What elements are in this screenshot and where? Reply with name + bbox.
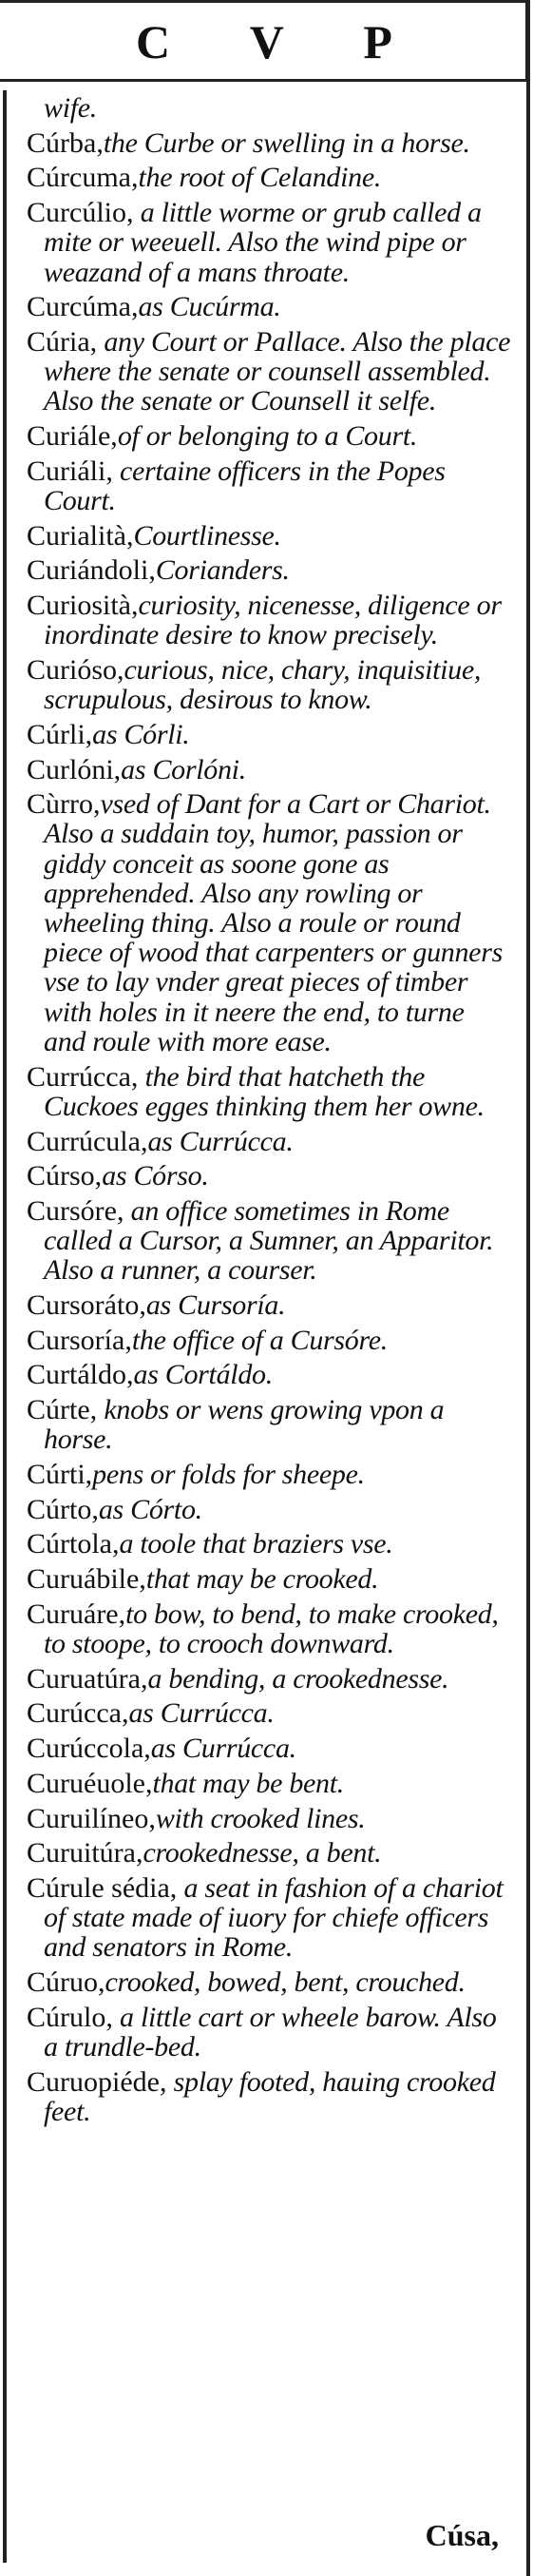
entry-headword: Cúrcuma, <box>27 162 139 194</box>
entry-definition: as Córto. <box>98 1493 202 1525</box>
dictionary-entry <box>27 521 511 551</box>
entry-list <box>27 93 511 2132</box>
dictionary-entry <box>27 720 511 749</box>
entry-headword: Curtáldo, <box>27 1359 134 1391</box>
entry-definition: as Cortáldo. <box>133 1359 273 1391</box>
entry-definition: curious, nice, chary, inquisitiue, scrupulous, desirous to know. <box>44 653 482 716</box>
dictionary-entry <box>27 1804 511 1833</box>
entry-headword: Currúcula, <box>27 1125 148 1157</box>
entry-headword: Curuatúra, <box>27 1662 148 1695</box>
entry-headword: Cursóre, <box>27 1194 124 1227</box>
entry-definition: as Cucúrma. <box>138 291 281 323</box>
entry-headword: Curiáli, <box>27 455 113 487</box>
entry-headword: Cúruo, <box>27 1966 105 1999</box>
entry-definition: as Cursoría. <box>145 1289 286 1322</box>
entry-definition: wife. <box>44 92 97 124</box>
entry-definition: curiosity, nicenesse, diligence or inordinate desire to know precisely. <box>44 590 502 651</box>
dictionary-entry <box>27 1838 511 1868</box>
entry-definition: that may be crooked. <box>145 1563 379 1596</box>
entry-headword: Cúrti, <box>27 1459 93 1491</box>
page-title: C V P <box>136 15 427 68</box>
dictionary-entry <box>27 128 511 158</box>
dictionary-entry <box>27 1564 511 1594</box>
dictionary-entry <box>27 755 511 784</box>
entry-headword: Curcúlio, <box>27 197 134 229</box>
entry-headword: Cúrli, <box>27 718 93 750</box>
entry-definition: Corianders. <box>155 554 290 587</box>
entry-definition: as Córli. <box>92 718 190 750</box>
entry-definition: a seat in fashion of a chariot of state made of iuory for chiefe officers and senators in Rome. <box>44 1871 504 1964</box>
entry-definition: as Corlóni. <box>121 753 246 785</box>
dictionary-entry <box>27 1196 511 1286</box>
entry-definition: knobs or wens growing vpon a horse. <box>44 1394 445 1456</box>
dictionary-entry <box>27 421 511 451</box>
entry-definition: that may be bent. <box>152 1767 344 1799</box>
entry-definition: an office sometimes in Rome called a Cursor, a Sumner, an Apparitor. Also a runner, a courser. <box>44 1194 494 1287</box>
entry-headword: Currúcca, <box>27 1060 139 1093</box>
entry-headword: Curuábile, <box>27 1563 146 1596</box>
entry-definition: vsed of Dant for a Cart or Chariot. Also a suddain toy, humor, passion or giddy conceit as soone gone as apprehended. Also any rowling or wheeling thing. Also a roule or round piece of wood that carpenters or gunners vse to lay vnder great pieces of timber with holes in it neere the end, to turne and roule with more ease. <box>44 788 503 1057</box>
entry-definition: crookednesse, a bent. <box>143 1837 382 1869</box>
dictionary-entry <box>27 1873 511 1963</box>
dictionary-entry <box>27 1769 511 1798</box>
entry-definition: as Currúcca. <box>128 1697 275 1730</box>
entry-definition: the Curbe or swelling in a horse. <box>103 126 470 159</box>
entry-headword: Cúrso, <box>27 1160 103 1192</box>
left-rule <box>3 90 7 2563</box>
entry-headword: Cúrto, <box>27 1493 99 1525</box>
dictionary-entry <box>27 2003 511 2062</box>
entry-headword: Curióso, <box>27 653 124 686</box>
entry-headword: Curiándoli, <box>27 554 156 587</box>
entry-definition: splay footed, hauing crooked feet. <box>44 2065 496 2127</box>
dictionary-entry <box>27 1161 511 1191</box>
entry-headword: Cùrro, <box>27 788 101 821</box>
dictionary-entry <box>27 1062 511 1121</box>
entry-definition: certaine officers in the Popes Court. <box>44 455 446 516</box>
entry-definition: Courtlinesse. <box>133 519 281 552</box>
entry-headword: Cursoría, <box>27 1324 132 1356</box>
page-header <box>0 0 528 82</box>
entry-headword: Curialità, <box>27 519 134 552</box>
dictionary-entry <box>27 1529 511 1559</box>
entry-headword: Curuilíneo, <box>27 1802 156 1834</box>
entry-headword: Curuéuole, <box>27 1767 153 1799</box>
dictionary-entry <box>27 1698 511 1728</box>
dictionary-entry <box>27 93 511 123</box>
entry-headword: Cúrule sédia, <box>27 1871 178 1904</box>
dictionary-entry <box>27 789 511 1056</box>
dictionary-entry <box>27 1733 511 1763</box>
entry-definition: as Currúcca. <box>147 1125 294 1157</box>
catchword: Cúsa, <box>425 2518 499 2552</box>
dictionary-entry <box>27 198 511 287</box>
entry-headword: Curcúma, <box>27 291 139 323</box>
dictionary-entry <box>27 1599 511 1658</box>
entry-definition: the office of a Cursóre. <box>131 1324 388 1356</box>
entry-headword: Curiosità, <box>27 590 139 622</box>
entry-definition: the root of Celandine. <box>138 162 382 194</box>
entry-definition: as Currúcca. <box>150 1733 296 1765</box>
entry-definition: with crooked lines. <box>155 1802 366 1834</box>
dictionary-entry <box>27 1127 511 1156</box>
entry-headword: Cursoráto, <box>27 1289 146 1322</box>
dictionary-entry <box>27 1967 511 1997</box>
dictionary-entry <box>27 1664 511 1694</box>
dictionary-entry <box>27 456 511 515</box>
dictionary-entry <box>27 1290 511 1320</box>
dictionary-entry <box>27 1360 511 1389</box>
entry-headword: Curuopiéde, <box>27 2065 167 2098</box>
entry-headword: Cúrulo, <box>27 2001 113 2033</box>
dictionary-entry <box>27 591 511 649</box>
entry-headword: Curuitúra, <box>27 1837 143 1869</box>
dictionary-entry <box>27 163 511 192</box>
entry-definition: of or belonging to a Court. <box>117 420 418 453</box>
entry-definition: as Córso. <box>102 1160 209 1192</box>
dictionary-entry <box>27 1395 511 1454</box>
dictionary-entry <box>27 1460 511 1489</box>
dictionary-entry <box>27 1495 511 1524</box>
entry-definition: a bending, a crookednesse. <box>147 1662 449 1695</box>
entry-definition: any Court or Pallace. Also the place where the senate or counsell assembled. Also the senate or Counsell it selfe. <box>44 325 511 417</box>
entry-headword: Cúrba, <box>27 126 104 159</box>
entry-headword: Curuáre, <box>27 1598 126 1630</box>
dictionary-entry <box>27 292 511 321</box>
dictionary-entry <box>27 1326 511 1355</box>
dictionary-entry <box>27 327 511 416</box>
dictionary-entry <box>27 655 511 714</box>
entry-definition: a little worme or grub called a mite or weeuell. Also the wind pipe or weazand of a mans throate. <box>44 197 482 288</box>
entry-headword: Curiále, <box>27 420 118 453</box>
entry-headword: Curúcca, <box>27 1697 129 1730</box>
entry-headword: Curúccola, <box>27 1733 151 1765</box>
dictionary-entry <box>27 2067 511 2126</box>
entry-headword: Cúrte, <box>27 1394 98 1426</box>
entry-headword: Cúria, <box>27 325 98 358</box>
entry-definition: to bow, to bend, to make crooked, to stoope, to crooch downward. <box>44 1598 499 1660</box>
entry-definition: pens or folds for sheepe. <box>92 1459 365 1491</box>
entry-definition: the bird that hatcheth the Cuckoes egges thinking them her owne. <box>44 1060 485 1122</box>
entry-definition: a toole that braziers vse. <box>119 1528 393 1560</box>
entry-headword: Cúrtola, <box>27 1528 120 1560</box>
entry-definition: a little cart or wheele barow. Also a trundle-bed. <box>44 2001 497 2063</box>
right-rule <box>526 0 530 2576</box>
entry-definition: crooked, bowed, bent, crouched. <box>105 1966 466 1999</box>
dictionary-entry <box>27 555 511 585</box>
entry-headword: Curlóni, <box>27 753 122 785</box>
